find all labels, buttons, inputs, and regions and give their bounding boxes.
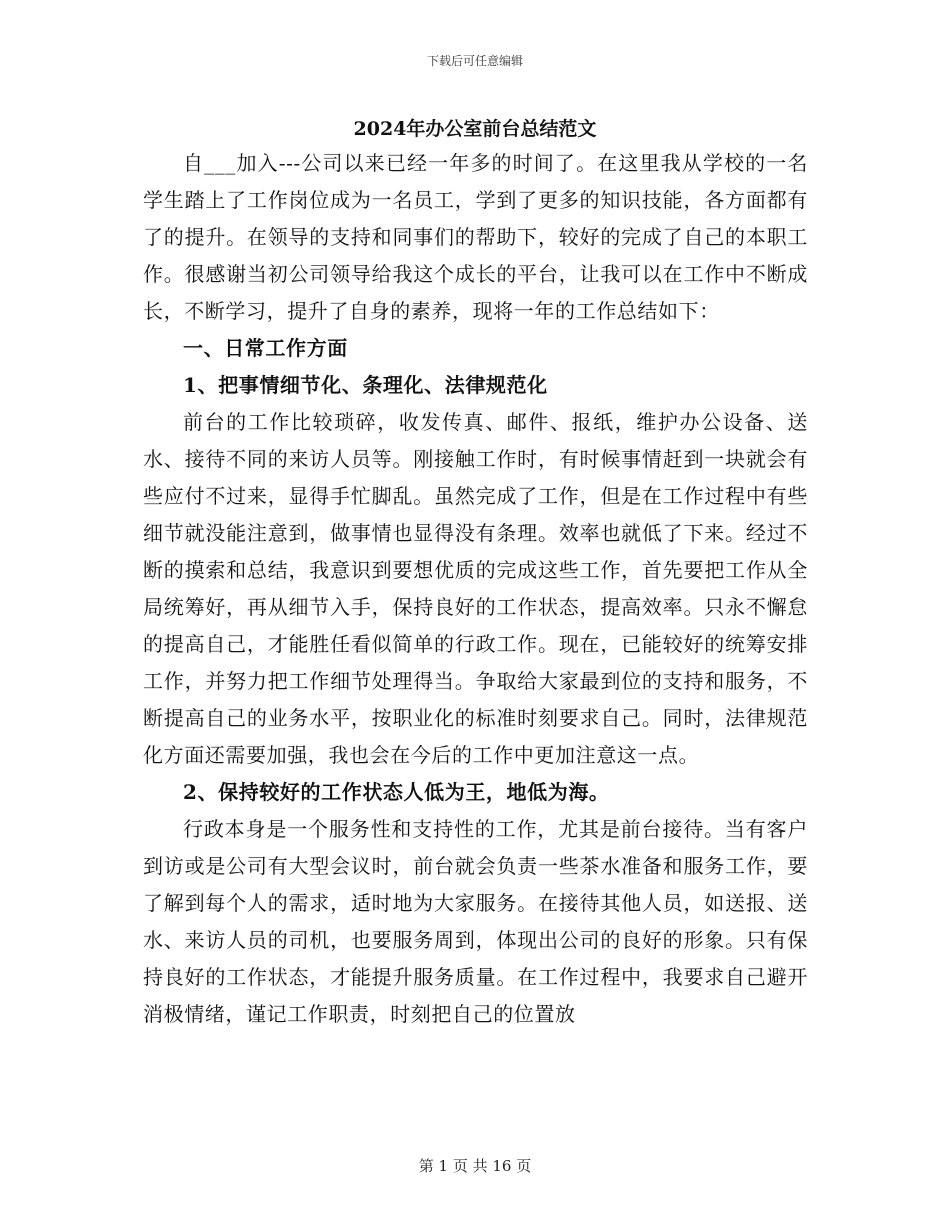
section-heading-1: 一、日常工作方面 (183, 336, 348, 360)
page-footer: 第 1 页 共 16 页 (418, 1157, 532, 1175)
subsection-heading-1: 1、把事情细节化、条理化、法律规范化 (183, 373, 548, 397)
header-note: 下载后可任意编辑 (426, 54, 523, 68)
document-title: 2024年办公室前台总结范文 (353, 118, 597, 140)
subsection-paragraph-2: 行政本身是一个服务性和支持性的工作，尤其是前台接待。当有客户到访或是公司有大型会议时，前台就会负责一些茶水准备和服务工作，要了解到每个人的需求，适时地为大家服务。在接待其他人员，如送报、送水、来访人员的司机，也要服务周到，体现出公司的良好的形象。只有保持良好的工作状态，才能提升服务质量。在工作过程中，我要求自己避开消极情绪，谨记工作职责，时刻把自己的位置放 (143, 817, 808, 1026)
intro-paragraph: 自___加入---公司以来已经一年多的时间了。在这里我从学校的一名学生踏上了工作岗位成为一名员工，学到了更多的知识技能，各方面都有了的提升。在领导的支持和同事们的帮助下，较好的完成了自己的本职工作。很感谢当初公司领导给我这个成长的平台，让我可以在工作中不断成长，不断学习，提升了自身的素养，现将一年的工作总结如下： (143, 151, 808, 323)
subsection-heading-2: 2、保持较好的工作状态人低为王，地低为海。 (183, 780, 610, 804)
document-body (143, 145, 808, 1033)
subsection-paragraph-1: 前台的工作比较琐碎，收发传真、邮件、报纸，维护办公设备、送水、接待不同的来访人员等。刚接触工作时，有时候事情赶到一块就会有些应付不过来，显得手忙脚乱。虽然完成了工作，但是在工作过程中有些细节就没能注意到，做事情也显得没有条理。效率也就低了下来。经过不断的摸索和总结，我意识到要想优质的完成这些工作，首先要把工作从全局统筹好，再从细节入手，保持良好的工作状态，提高效率。只永不懈怠的提高自己，才能胜任看似简单的行政工作。现在，已能较好的统筹安排工作，并努力把工作细节处理得当。争取给大家最到位的支持和服务，不断提高自己的业务水平，按职业化的标准时刻要求自己。同时，法律规范化方面还需要加强，我也会在今后的工作中更加注意这一点。 (143, 410, 808, 767)
